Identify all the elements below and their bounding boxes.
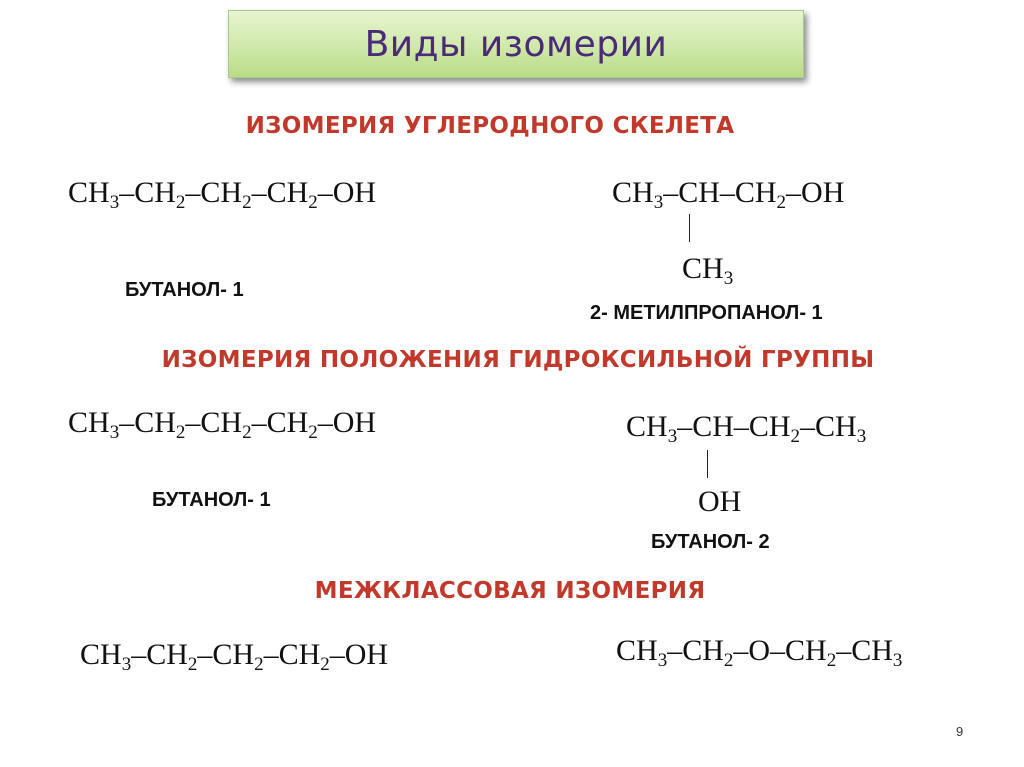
section-heading-hydroxyl: ИЗОМЕРИЯ ПОЛОЖЕНИЯ ГИДРОКСИЛЬНОЙ ГРУППЫ [161,347,875,373]
branch-bond [707,450,708,478]
branch-bond [689,214,690,242]
name-butanol1-skeleton: БУТАНОЛ- 1 [125,279,244,301]
slide-title: Виды изомерии [364,23,668,65]
formula-butanol1-skeleton: $CH_3-CH_2-CH_2-CH_2-OH$ [68,176,377,213]
formula-butanol1-interclass: $CH_3-CH_2-CH_2-CH_2-OH$ [80,638,389,675]
formula-methylpropanol-branch: $CH_3$ [682,252,734,289]
name-butanol2: БУТАНОЛ- 2 [651,531,770,553]
name-methylpropanol: 2- МЕТИЛПРОПАНОЛ- 1 [590,302,823,324]
formula-methylpropanol-main: $CH_3-CH-CH_2-OH$ [612,176,845,213]
page-number: 9 [956,724,964,739]
formula-diethyl-ether: $CH_3-CH_2-O-CH_2-CH_3$ [616,634,903,671]
section-heading-skeleton: ИЗОМЕРИЯ УГЛЕРОДНОГО СКЕЛЕТА [245,113,735,139]
formula-butanol2-branch: OH [698,485,742,518]
formula-butanol1-hydroxyl: $CH_3-CH_2-CH_2-CH_2-OH$ [68,406,377,443]
title-box [228,10,804,78]
formula-butanol2-main: $CH_3-CH-CH_2-CH_3$ [626,410,867,447]
section-heading-interclass: МЕЖКЛАССОВАЯ ИЗОМЕРИЯ [314,578,706,604]
name-butanol1-hydroxyl: БУТАНОЛ- 1 [152,489,271,511]
